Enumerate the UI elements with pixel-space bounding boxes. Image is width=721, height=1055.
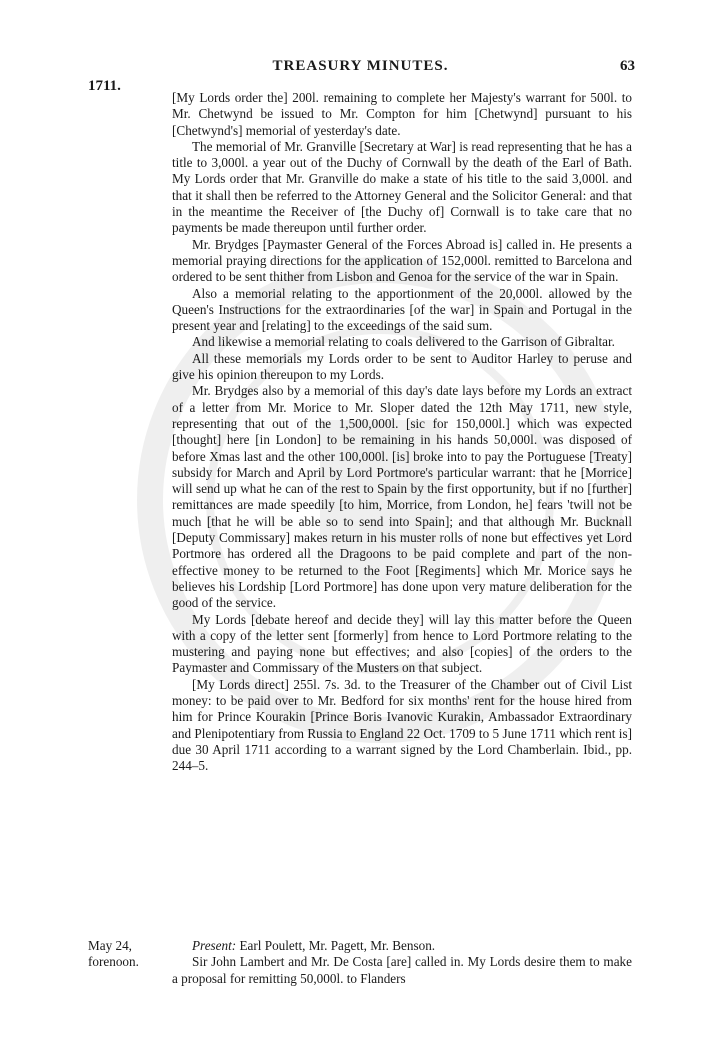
running-header-title: TREASURY MINUTES. — [272, 58, 449, 74]
paragraph: The memorial of Mr. Granville [Secretary at War] is read representing that he has a title to 3,000l. a year out of the Duchy of Cornwall by the death of the Earl of Bath. My Lords order that Mr. Granville do make a state of his title to the said 3,000l. and that it shall then be referred to the Attorney General and the Solicitor General: and that in the meantime the Receiver of [the Duchy of] Cornwall is to take care that no payments be made thereupon until further order. — [172, 138, 632, 236]
paragraph: Mr. Brydges also by a memorial of this day's date lays before my Lords an extract of a letter from Mr. Morice to Mr. Sloper dated the 12th May 1711, new style, representing that out of the 1,500,000l. [sic for 150,000l.] which was expected [thought] here [in London] to be remaining in his hands 50,000l. was disposed of before Xmas last and the other 100,000l. [is] broke into to pay the Portuguese [Treaty] subsidy for March and April by Lord Portmore's particular warrant: that he [Morrice] will send up what he can of the rest to Spain by the first opportunity, but if no [further] remittances are made speedily [to him, Morrice, from London, he] fears 'twill not be much [that he will be able so to send into Spain]; and that although Mr. Bucknall [Deputy Commissary] makes return in his muster rolls of none but effectives yet Lord Portmore has ordered all the Dragoons to be paid complete and part of the non-effective money to be returned to the Foot [Regiments] which Mr. Morice says he believes his Lordship [Lord Portmore] has done upon very mature deliberation for the good of the service. — [172, 383, 632, 611]
session-date-line: May 24, — [88, 938, 132, 953]
page-number: 63 — [620, 58, 635, 74]
margin-year: 1711. — [88, 78, 121, 94]
session-time-line: forenoon. — [88, 954, 139, 970]
paragraph: And likewise a memorial relating to coals delivered to the Garrison of Gibraltar. — [192, 334, 615, 350]
session-block — [172, 938, 632, 987]
paragraph: Sir John Lambert and Mr. De Costa [are] called in. My Lords desire them to make a proposal for remitting 50,000l. to Flanders — [172, 954, 632, 986]
paragraph: Mr. Brydges [Paymaster General of the Forces Abroad is] called in. He presents a memorial praying directions for the application of 152,000l. remitted to Barcelona and ordered to be sent thither from Lisbon and Genoa for the service of the war in Spain. — [172, 236, 632, 285]
paragraph: All these memorials my Lords order to be sent to Auditor Harley to peruse and give his opinion thereupon to my Lords. — [172, 350, 632, 383]
session-date — [88, 938, 172, 971]
present-names: Earl Poulett, Mr. Pagett, Mr. Benson. — [239, 938, 436, 953]
paragraph: [My Lords direct] 255l. 7s. 3d. to the Treasurer of the Chamber out of Civil List money: to be paid over to Mr. Bedford for six months' rent for the house hired from him for Prince Kourakin [Prince Boris Ivanovic Kurakin, Ambassador Extraordinary and Plenipotentiary from Russia to England 22 Oct. 1709 to 5 June 1711 which rent is] due 30 April 1711 according to a warrant signed by the Lord Chamberlain. Ibid., pp. 244–5. — [172, 676, 632, 774]
paragraph: [My Lords order the] 200l. remaining to complete her Majesty's warrant for 500l. to Mr. Chetwynd be issued to Mr. Compton for him [Chetwynd] pursuant to his [Chetwynd's] memorial of yesterday's date. — [172, 90, 632, 138]
present-line — [172, 938, 632, 954]
paragraph: Also a memorial relating to the apportionment of the 20,000l. allowed by the Queen's Instructions for the extraordinaries [of the war] in Spain and Portugal in the present year and [relating] to the exceedings of the said sum. — [172, 285, 632, 334]
paragraph: My Lords [debate hereof and decide they] will lay this matter before the Queen with a copy of the letter sent [formerly] from hence to Lord Portmore relating to the mustering and paying none but effectives; and also [copies] of the orders to the Paymaster and Commissary of the Musters on that subject. — [172, 611, 632, 676]
present-label: Present: — [192, 938, 237, 953]
minutes-body — [172, 90, 632, 774]
